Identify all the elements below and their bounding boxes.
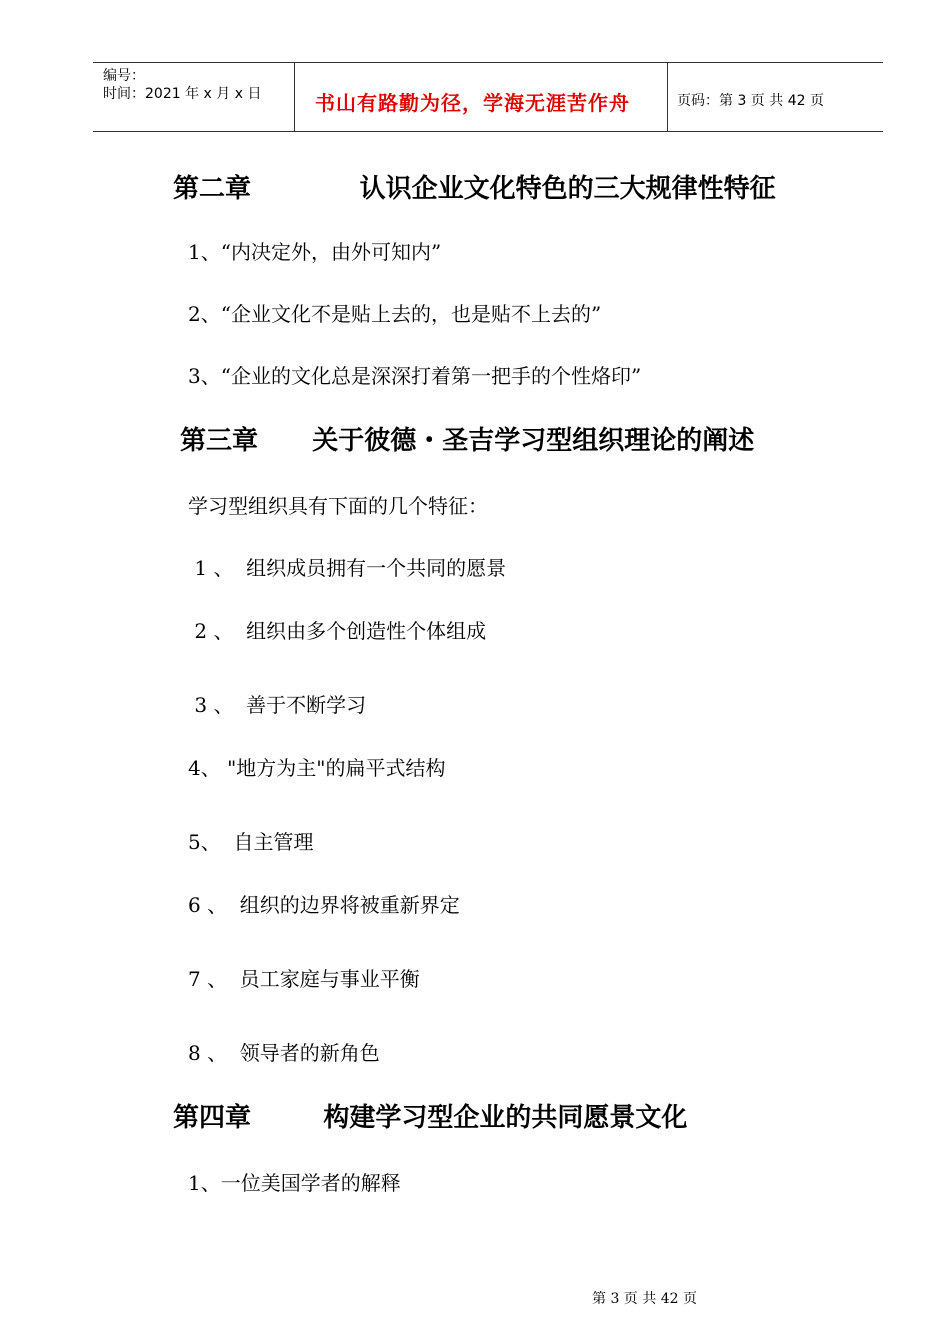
chapter-3-title: 第三章 关于彼德・圣吉学习型组织理论的阐述	[180, 426, 755, 456]
header-meta	[103, 67, 261, 103]
chapter-3-item: 3 、 善于不断学习	[188, 693, 367, 717]
header-divider	[667, 63, 668, 131]
chapter-2-item: 2、“企业文化不是贴上去的，也是贴不上去的”	[188, 302, 602, 326]
chapter-4-item: 1、一位美国学者的解释	[188, 1171, 401, 1195]
chapter-3-item: 1 、 组织成员拥有一个共同的愿景	[188, 556, 507, 580]
chapter-2-item: 1、“内决定外，由外可知内”	[188, 240, 442, 264]
chapter-2-title: 第二章 认识企业文化特色的三大规律性特征	[173, 174, 776, 204]
serial-number-label: 编号：	[103, 68, 145, 84]
chapter-3-item: 5、 自主管理	[188, 830, 314, 854]
page-footer: 第 3 页 共 42 页	[592, 1291, 697, 1307]
header-divider	[294, 63, 295, 131]
header-motto: 书山有路勤为径，学海无涯苦作舟	[315, 91, 630, 115]
date-label: 时间：2021 年 x 月 x 日	[103, 86, 262, 102]
chapter-3-item: 7 、 员工家庭与事业平衡	[188, 967, 420, 991]
chapter-3-item: 8 、 领导者的新角色	[188, 1041, 380, 1065]
chapter-3-intro: 学习型组织具有下面的几个特征：	[188, 494, 488, 518]
chapter-3-item: 2 、 组织由多个创造性个体组成	[188, 619, 487, 643]
chapter-4-title: 第四章 构建学习型企业的共同愿景文化	[173, 1103, 688, 1133]
chapter-2-item: 3、“企业的文化总是深深打着第一把手的个性烙印”	[188, 364, 642, 388]
page-header	[93, 62, 883, 132]
header-page-info: 页码：第 3 页 共 42 页	[677, 93, 824, 109]
chapter-3-item: 6 、 组织的边界将被重新界定	[188, 893, 460, 917]
chapter-3-item: 4、 "地方为主"的扁平式结构	[188, 756, 446, 780]
